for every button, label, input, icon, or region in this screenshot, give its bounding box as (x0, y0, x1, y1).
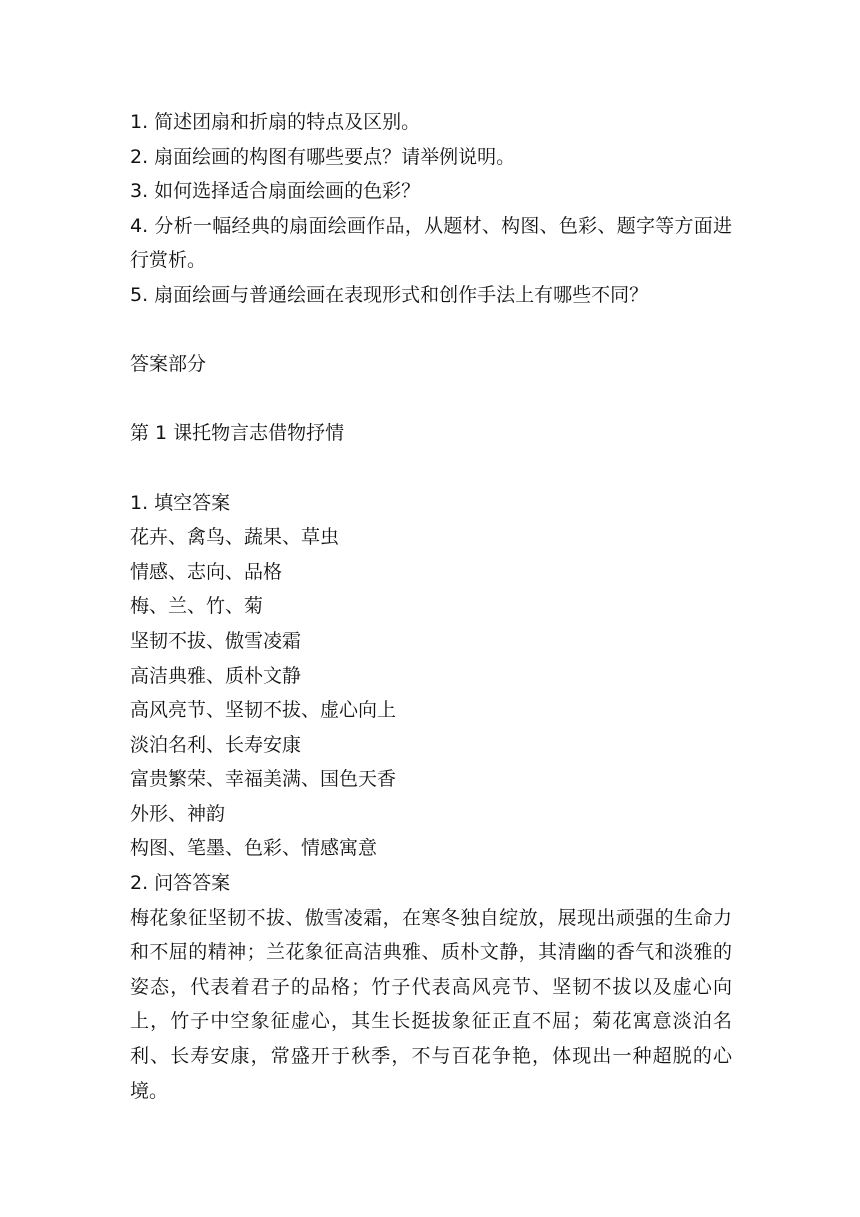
spacer (130, 382, 732, 417)
fill-blank-answer: 情感、志向、品格 (130, 560, 283, 583)
spacer (130, 313, 732, 348)
qa-paragraph: 梅花象征坚韧不拔、傲雪凌霜，在寒冬独自绽放，展现出顽强的生命力和不屈的精神；兰花象征高洁典雅、质朴文静，其清幽的香气和淡雅的姿态，代表着君子的品格；竹子代表高风亮节、坚韧不拔以及虚心向上，竹子中空象征虚心，其生长挺拔象征正直不屈；菊花寓意淡泊名利、长寿安康，常盛开于秋季，不与百花争艳，体现出一种超脱的心境。 (130, 906, 732, 1102)
fill-blank-heading: 1. 填空答案 (130, 491, 231, 514)
question-3: 3. 如何选择适合扇面绘画的色彩？ (130, 180, 421, 203)
spacer (130, 451, 732, 486)
fill-blank-answer: 高风亮节、坚韧不拔、虚心向上 (130, 699, 397, 722)
question-1: 1. 简述团扇和折扇的特点及区别。 (130, 111, 421, 133)
question-2: 2. 扇面绘画的构图有哪些要点？请举例说明。 (130, 145, 516, 168)
fill-blank-answer: 构图、笔墨、色彩、情感寓意 (130, 837, 378, 860)
question-5: 5. 扇面绘画与普通绘画在表现形式和创作手法上有哪些不同？ (130, 283, 649, 306)
fill-blank-answer: 富贵繁荣、幸福美满、国色天香 (130, 768, 397, 791)
fill-blank-answer: 坚韧不拔、傲雪凌霜 (130, 629, 302, 652)
answer-heading: 答案部分 (130, 353, 207, 376)
fill-blank-answer: 花卉、禽鸟、蔬果、草虫 (130, 526, 340, 549)
fill-blank-answer: 高洁典雅、质朴文静 (130, 664, 302, 687)
qa-heading: 2. 问答答案 (130, 872, 231, 895)
document-page (130, 105, 732, 1108)
question-4: 4. 分析一幅经典的扇面绘画作品，从题材、构图、色彩、题字等方面进行赏析。 (130, 214, 732, 272)
lesson-title: 第 1 课托物言志借物抒情 (130, 422, 345, 445)
fill-blank-answer: 外形、神韵 (130, 802, 226, 825)
fill-blank-answer: 梅、兰、竹、菊 (130, 595, 264, 618)
fill-blank-answer: 淡泊名利、长寿安康 (130, 733, 302, 756)
